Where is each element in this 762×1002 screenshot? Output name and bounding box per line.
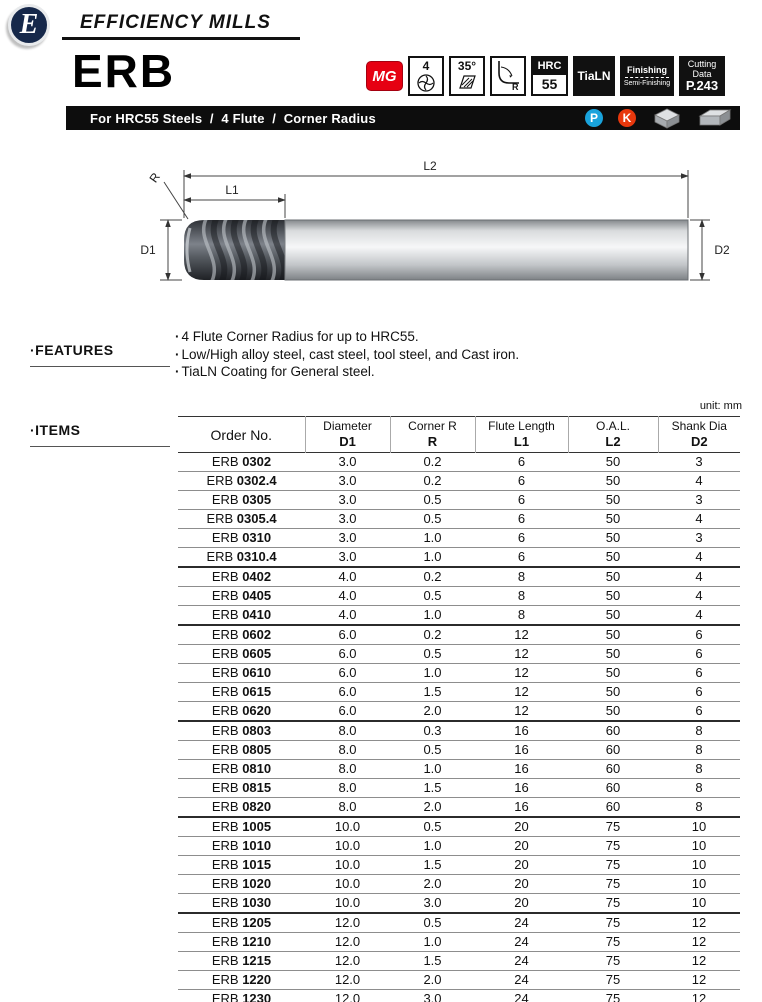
value-cell: 60 xyxy=(605,742,621,757)
value-cell: 12 xyxy=(691,972,707,987)
table-row xyxy=(178,702,740,722)
value-cell: 75 xyxy=(605,819,621,834)
value-cell: 4 xyxy=(695,549,703,564)
value-cell: 1.0 xyxy=(423,607,442,622)
value-cell: 3.0 xyxy=(338,511,357,526)
value-cell: 12 xyxy=(514,665,529,680)
column-header: O.A.L. L2 xyxy=(568,417,658,453)
value-cell: 6 xyxy=(517,530,526,545)
corner-radius-icon xyxy=(495,59,521,91)
value-cell: 3.0 xyxy=(338,530,357,545)
value-cell: 12 xyxy=(691,953,707,968)
value-cell: 24 xyxy=(514,915,529,930)
table-row xyxy=(178,933,740,952)
value-cell: 0.5 xyxy=(423,915,442,930)
value-cell: 50 xyxy=(605,588,621,603)
dim-label-l2: L2 xyxy=(423,159,437,173)
value-cell: 75 xyxy=(605,895,621,910)
value-cell: 0.5 xyxy=(423,742,442,757)
steel-p-badge: P xyxy=(585,109,603,127)
table-row xyxy=(178,952,740,971)
value-cell: 0.2 xyxy=(423,473,442,488)
value-cell: 50 xyxy=(605,703,621,718)
order-no-cell: ERB 0305 xyxy=(211,492,272,507)
value-cell: 3.0 xyxy=(338,549,357,564)
table-row xyxy=(178,913,740,933)
series-underline xyxy=(62,37,300,40)
table-row xyxy=(178,817,740,837)
column-header: Diameter D1 xyxy=(305,417,390,453)
order-no-cell: ERB 0302.4 xyxy=(206,473,277,488)
value-cell: 0.3 xyxy=(423,723,442,738)
value-cell: 4 xyxy=(695,569,703,584)
value-cell: 12.0 xyxy=(334,934,361,949)
value-cell: 75 xyxy=(605,934,621,949)
value-cell: 6 xyxy=(695,703,703,718)
value-cell: 6 xyxy=(695,646,703,661)
helix-angle-badge xyxy=(449,56,485,96)
value-cell: 6 xyxy=(695,684,703,699)
value-cell: 12.0 xyxy=(334,915,361,930)
value-cell: 6.0 xyxy=(338,646,357,661)
value-cell: 12.0 xyxy=(334,972,361,987)
series-logo-letter: E xyxy=(19,9,39,40)
order-no-cell: ERB 0810 xyxy=(211,761,272,776)
cutting-data-badge xyxy=(679,56,725,96)
value-cell: 20 xyxy=(514,895,529,910)
value-cell: 16 xyxy=(514,723,529,738)
order-no-cell: ERB 0405 xyxy=(211,588,272,603)
order-no-cell: ERB 0805 xyxy=(211,742,272,757)
value-cell: 8.0 xyxy=(338,799,357,814)
dim-label-r: R xyxy=(146,170,163,186)
flute-count-value: 4 xyxy=(422,59,430,73)
value-cell: 2.0 xyxy=(423,972,442,987)
value-cell: 16 xyxy=(514,799,529,814)
table-row xyxy=(178,760,740,779)
value-cell: 8.0 xyxy=(338,780,357,795)
order-no-cell: ERB 1205 xyxy=(211,915,272,930)
product-code: ERB xyxy=(72,45,176,97)
order-no-cell: ERB 0620 xyxy=(211,703,272,718)
feature-item: · TiaLN Coating for General steel. xyxy=(175,363,519,381)
value-cell: 0.5 xyxy=(423,511,442,526)
value-cell: 8 xyxy=(695,799,703,814)
subtitle-bar xyxy=(66,106,740,130)
unit-label: unit: mm xyxy=(699,400,742,412)
application-icons xyxy=(585,106,732,130)
value-cell: 16 xyxy=(514,780,529,795)
value-cell: 10 xyxy=(691,876,707,891)
value-cell: 75 xyxy=(605,915,621,930)
corner-radius-letter: R xyxy=(512,82,519,91)
value-cell: 3.0 xyxy=(338,473,357,488)
value-cell: 60 xyxy=(605,780,621,795)
table-row xyxy=(178,856,740,875)
value-cell: 2.0 xyxy=(423,703,442,718)
value-cell: 6 xyxy=(517,511,526,526)
order-no-cell: ERB 1020 xyxy=(211,876,272,891)
value-cell: 10.0 xyxy=(334,819,361,834)
order-no-cell: ERB 0310 xyxy=(211,530,272,545)
table-row xyxy=(178,606,740,626)
table-header-row xyxy=(178,417,740,453)
value-cell: 1.0 xyxy=(423,761,442,776)
table-row xyxy=(178,837,740,856)
value-cell: 0.2 xyxy=(423,569,442,584)
value-cell: 24 xyxy=(514,972,529,987)
value-cell: 75 xyxy=(605,991,621,1002)
value-cell: 2.0 xyxy=(423,876,442,891)
order-no-cell: ERB 1010 xyxy=(211,838,272,853)
value-cell: 12 xyxy=(514,703,529,718)
value-cell: 8 xyxy=(517,569,526,584)
finishing-divider xyxy=(625,77,668,78)
value-cell: 50 xyxy=(605,684,621,699)
value-cell: 75 xyxy=(605,953,621,968)
value-cell: 12 xyxy=(514,646,529,661)
semi-finishing-label: Semi-Finishing xyxy=(623,79,671,87)
iso-block-icon-2 xyxy=(698,106,732,130)
order-no-cell: ERB 1015 xyxy=(211,857,272,872)
order-no-cell: ERB 1215 xyxy=(211,953,272,968)
value-cell: 8.0 xyxy=(338,761,357,776)
table-row xyxy=(178,548,740,568)
value-cell: 8 xyxy=(695,761,703,776)
value-cell: 4 xyxy=(695,588,703,603)
value-cell: 10 xyxy=(691,857,707,872)
flute-count-badge xyxy=(408,56,444,96)
value-cell: 1.5 xyxy=(423,684,442,699)
series-title: EFFICIENCY MILLS xyxy=(80,12,271,33)
value-cell: 12.0 xyxy=(334,991,361,1002)
value-cell: 8 xyxy=(695,723,703,738)
value-cell: 4 xyxy=(695,607,703,622)
order-no-cell: ERB 1030 xyxy=(211,895,272,910)
column-header: Corner R R xyxy=(390,417,475,453)
value-cell: 12 xyxy=(514,627,529,642)
coating-badge: TiaLN xyxy=(573,56,615,96)
value-cell: 1.5 xyxy=(423,857,442,872)
value-cell: 1.0 xyxy=(423,665,442,680)
iso-block-icon-1 xyxy=(651,106,683,130)
value-cell: 50 xyxy=(605,665,621,680)
value-cell: 60 xyxy=(605,723,621,738)
spec-badges xyxy=(366,55,725,97)
table-row xyxy=(178,664,740,683)
value-cell: 12 xyxy=(691,915,707,930)
table-row xyxy=(178,587,740,606)
items-heading: · ITEMS xyxy=(30,422,170,447)
corner-radius-badge xyxy=(490,56,526,96)
order-no-cell: ERB 0602 xyxy=(211,627,272,642)
feature-item: · Low/High alloy steel, cast steel, tool steel, and Cast iron. xyxy=(175,346,519,364)
value-cell: 3 xyxy=(695,492,703,507)
value-cell: 6 xyxy=(517,473,526,488)
features-list xyxy=(175,328,519,381)
value-cell: 50 xyxy=(605,454,621,469)
value-cell: 50 xyxy=(605,569,621,584)
value-cell: 10 xyxy=(691,838,707,853)
dim-label-d1: D1 xyxy=(140,243,156,257)
value-cell: 2.0 xyxy=(423,799,442,814)
column-header: Flute Length L1 xyxy=(475,417,568,453)
value-cell: 50 xyxy=(605,530,621,545)
value-cell: 12 xyxy=(691,991,707,1002)
table-row xyxy=(178,683,740,702)
order-no-cell: ERB 0615 xyxy=(211,684,272,699)
cutting-data-line1: Cutting xyxy=(687,59,717,69)
items-section xyxy=(0,398,762,1002)
value-cell: 75 xyxy=(605,972,621,987)
value-cell: 60 xyxy=(605,761,621,776)
order-no-cell: ERB 0402 xyxy=(211,569,272,584)
order-no-cell: ERB 1210 xyxy=(211,934,272,949)
order-no-cell: ERB 1220 xyxy=(211,972,272,987)
flute-end-view-icon xyxy=(415,73,437,93)
order-no-cell: ERB 0610 xyxy=(211,665,272,680)
column-header: Shank Dia D2 xyxy=(658,417,740,453)
table-row xyxy=(178,645,740,664)
value-cell: 3.0 xyxy=(338,492,357,507)
value-cell: 0.5 xyxy=(423,588,442,603)
value-cell: 6 xyxy=(517,492,526,507)
end-mill-drawing xyxy=(0,146,762,318)
value-cell: 8 xyxy=(695,742,703,757)
value-cell: 12.0 xyxy=(334,953,361,968)
column-header-order-no: Order No. xyxy=(210,426,272,443)
value-cell: 4 xyxy=(695,473,703,488)
features-heading: · FEATURES xyxy=(30,342,170,367)
value-cell: 12 xyxy=(691,934,707,949)
value-cell: 10.0 xyxy=(334,857,361,872)
value-cell: 20 xyxy=(514,838,529,853)
order-no-cell: ERB 1005 xyxy=(211,819,272,834)
value-cell: 4.0 xyxy=(338,607,357,622)
helix-angle-value: 35° xyxy=(457,59,477,73)
table-row xyxy=(178,472,740,491)
value-cell: 1.0 xyxy=(423,530,442,545)
value-cell: 50 xyxy=(605,511,621,526)
value-cell: 24 xyxy=(514,934,529,949)
table-row xyxy=(178,779,740,798)
value-cell: 8 xyxy=(517,607,526,622)
value-cell: 0.5 xyxy=(423,819,442,834)
order-no-cell: ERB 0305.4 xyxy=(206,511,277,526)
value-cell: 75 xyxy=(605,838,621,853)
cutting-data-page: P.243 xyxy=(685,78,719,93)
value-cell: 3 xyxy=(695,530,703,545)
value-cell: 50 xyxy=(605,492,621,507)
hardness-badge xyxy=(531,56,568,96)
value-cell: 16 xyxy=(514,742,529,757)
table-row xyxy=(178,529,740,548)
shank xyxy=(285,220,688,280)
value-cell: 60 xyxy=(605,799,621,814)
table-row xyxy=(178,875,740,894)
value-cell: 50 xyxy=(605,607,621,622)
value-cell: 10.0 xyxy=(334,838,361,853)
value-cell: 8 xyxy=(695,780,703,795)
value-cell: 50 xyxy=(605,627,621,642)
table-row xyxy=(178,971,740,990)
value-cell: 0.2 xyxy=(423,454,442,469)
dim-label-l1: L1 xyxy=(225,183,239,197)
order-no-cell: ERB 0410 xyxy=(211,607,272,622)
items-table-body xyxy=(178,453,740,1002)
value-cell: 50 xyxy=(605,549,621,564)
value-cell: 8 xyxy=(517,588,526,603)
table-row xyxy=(178,510,740,529)
value-cell: 16 xyxy=(514,761,529,776)
cutting-data-line2: Data xyxy=(692,69,712,79)
value-cell: 6 xyxy=(517,549,526,564)
value-cell: 6 xyxy=(695,665,703,680)
flute-section xyxy=(184,219,285,281)
value-cell: 4.0 xyxy=(338,588,357,603)
value-cell: 0.2 xyxy=(423,627,442,642)
table-row xyxy=(178,990,740,1002)
value-cell: 0.5 xyxy=(423,492,442,507)
value-cell: 20 xyxy=(514,819,529,834)
table-row xyxy=(178,453,740,472)
value-cell: 0.5 xyxy=(423,646,442,661)
value-cell: 10.0 xyxy=(334,876,361,891)
table-row xyxy=(178,567,740,587)
value-cell: 24 xyxy=(514,991,529,1002)
value-cell: 1.0 xyxy=(423,934,442,949)
value-cell: 24 xyxy=(514,953,529,968)
items-table xyxy=(178,416,740,1002)
value-cell: 10.0 xyxy=(334,895,361,910)
table-row xyxy=(178,741,740,760)
dim-label-d2: D2 xyxy=(714,243,730,257)
value-cell: 1.5 xyxy=(423,953,442,968)
value-cell: 10 xyxy=(691,819,707,834)
value-cell: 6 xyxy=(517,454,526,469)
helix-angle-icon xyxy=(456,73,478,91)
value-cell: 75 xyxy=(605,876,621,891)
subtitle-text: For HRC55 Steels / 4 Flute / Corner Radius xyxy=(90,110,376,126)
value-cell: 50 xyxy=(605,646,621,661)
value-cell: 4.0 xyxy=(338,569,357,584)
series-logo xyxy=(8,4,50,46)
cast-iron-k-badge: K xyxy=(618,109,636,127)
value-cell: 6.0 xyxy=(338,684,357,699)
hardness-label: HRC xyxy=(533,58,566,75)
value-cell: 1.0 xyxy=(423,838,442,853)
table-row xyxy=(178,798,740,818)
material-badge: MG xyxy=(366,61,403,91)
value-cell: 3 xyxy=(695,454,703,469)
value-cell: 3.0 xyxy=(423,895,442,910)
order-no-cell: ERB 0803 xyxy=(211,723,272,738)
value-cell: 6 xyxy=(695,627,703,642)
order-no-cell: ERB 0302 xyxy=(211,454,272,469)
table-row xyxy=(178,721,740,741)
value-cell: 20 xyxy=(514,876,529,891)
value-cell: 4 xyxy=(695,511,703,526)
value-cell: 3.0 xyxy=(338,454,357,469)
value-cell: 6.0 xyxy=(338,665,357,680)
order-no-cell: ERB 0815 xyxy=(211,780,272,795)
finishing-badge xyxy=(620,56,674,96)
value-cell: 8.0 xyxy=(338,742,357,757)
order-no-cell: ERB 1230 xyxy=(211,991,272,1002)
value-cell: 1.0 xyxy=(423,549,442,564)
value-cell: 75 xyxy=(605,857,621,872)
order-no-cell: ERB 0605 xyxy=(211,646,272,661)
table-row xyxy=(178,625,740,645)
value-cell: 10 xyxy=(691,895,707,910)
order-no-cell: ERB 0310.4 xyxy=(206,549,277,564)
value-cell: 1.5 xyxy=(423,780,442,795)
hardness-value: 55 xyxy=(541,76,558,92)
value-cell: 3.0 xyxy=(423,991,442,1002)
order-no-cell: ERB 0820 xyxy=(211,799,272,814)
value-cell: 20 xyxy=(514,857,529,872)
table-row xyxy=(178,491,740,510)
value-cell: 8.0 xyxy=(338,723,357,738)
value-cell: 6.0 xyxy=(338,627,357,642)
value-cell: 6.0 xyxy=(338,703,357,718)
finishing-label: Finishing xyxy=(627,64,667,75)
feature-item: · 4 Flute Corner Radius for up to HRC55. xyxy=(175,328,519,346)
table-row xyxy=(178,894,740,914)
value-cell: 50 xyxy=(605,473,621,488)
value-cell: 12 xyxy=(514,684,529,699)
features-section xyxy=(0,328,762,390)
